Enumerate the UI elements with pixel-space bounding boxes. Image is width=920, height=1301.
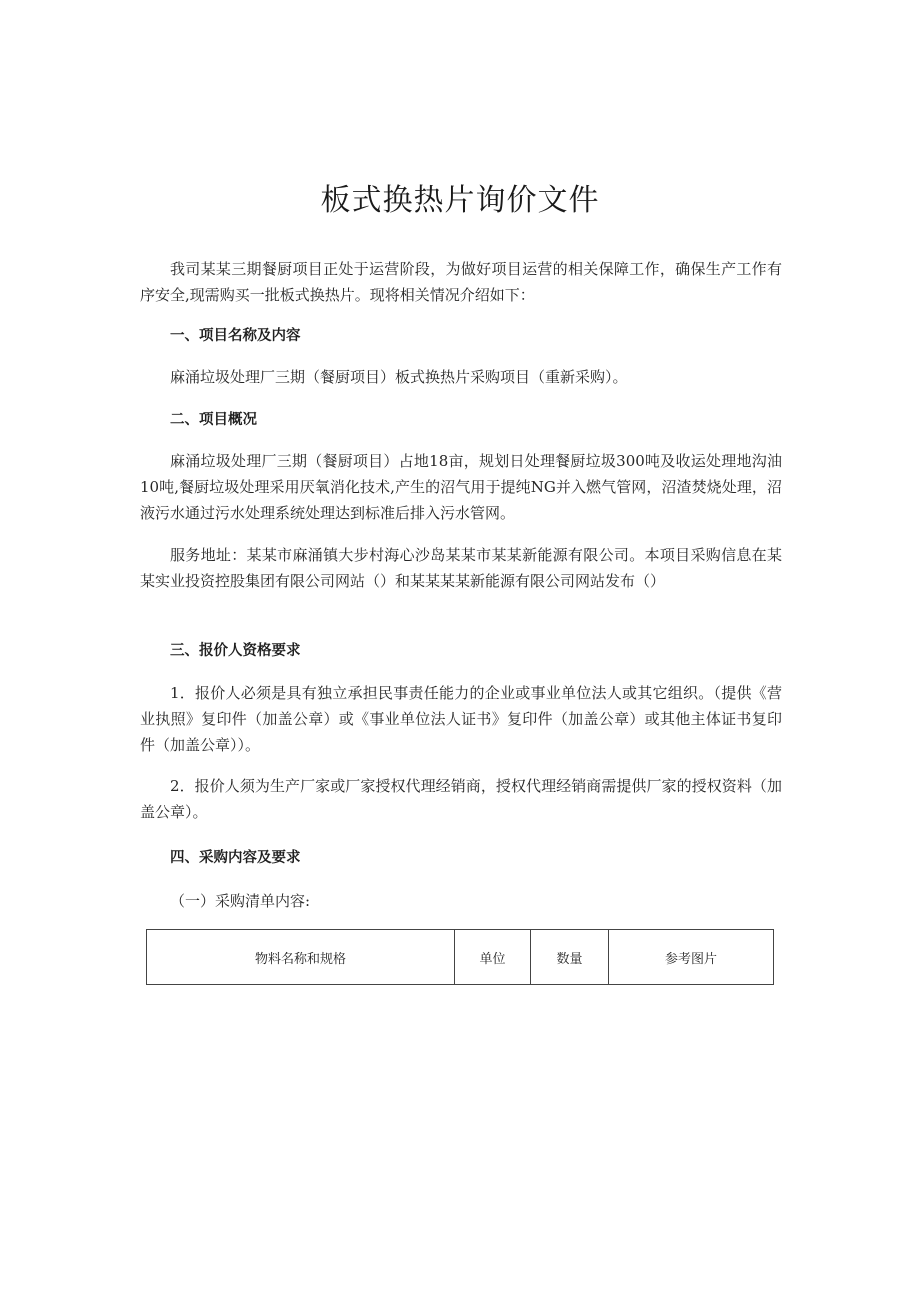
qualification-item-1: 1．报价人必须是具有独立承担民事责任能力的企业或事业单位法人或其它组织。（提供《营业执照》复印件（加盖公章）或《事业单位法人证书》复印件（加盖公章）或其他主体证书复印件（加盖公章））。: [140, 684, 782, 754]
project-name-text: 麻涌垃圾处理厂三期（餐厨项目）板式换热片采购项目（重新采购）。: [170, 368, 628, 386]
table-header-reference-image: 参考图片: [609, 930, 774, 985]
table-header-quantity: 数量: [531, 930, 609, 985]
qualification-item-2: 2．报价人须为生产厂家或厂家授权代理经销商，授权代理经销商需提供厂家的授权资料（加盖公章）。: [140, 777, 782, 821]
service-address-paragraph: 服务地址：某某市麻涌镇大步村海心沙岛某某市某某新能源有限公司。本项目采购信息在某某实业投资控股集团有限公司网站（）和某某某某新能源有限公司网站发布（）: [140, 546, 782, 590]
intro-paragraph: 我司某某三期餐厨项目正处于运营阶段，为做好项目运营的相关保障工作，确保生产工作有序安全,现需购买一批板式换热片。现将相关情况介绍如下：: [140, 260, 782, 304]
overview-paragraph: 麻涌垃圾处理厂三期（餐厨项目）占地18亩，规划日处理餐厨垃圾300吨及收运处理地沟油10吨,餐厨垃圾处理采用厌氧消化技术,产生的沼气用于提纯NG并入燃气管网，沼渣焚烧处理，沼液污水通过污水处理系统处理达到标准后排入污水管网。: [140, 452, 782, 522]
section-heading-project-name: 一、项目名称及内容: [170, 328, 301, 344]
section-heading-procurement: 四、采购内容及要求: [170, 850, 301, 866]
table-header-row: [147, 930, 774, 985]
procurement-table: [146, 929, 774, 985]
section-heading-overview: 二、项目概况: [170, 412, 257, 428]
document-title: 板式换热片询价文件: [320, 183, 600, 218]
procurement-list-subheading: （一）采购清单内容:: [170, 892, 311, 910]
section-heading-qualification: 三、报价人资格要求: [170, 643, 301, 659]
table-header-unit: 单位: [455, 930, 531, 985]
table-header-material: 物料名称和规格: [147, 930, 455, 985]
